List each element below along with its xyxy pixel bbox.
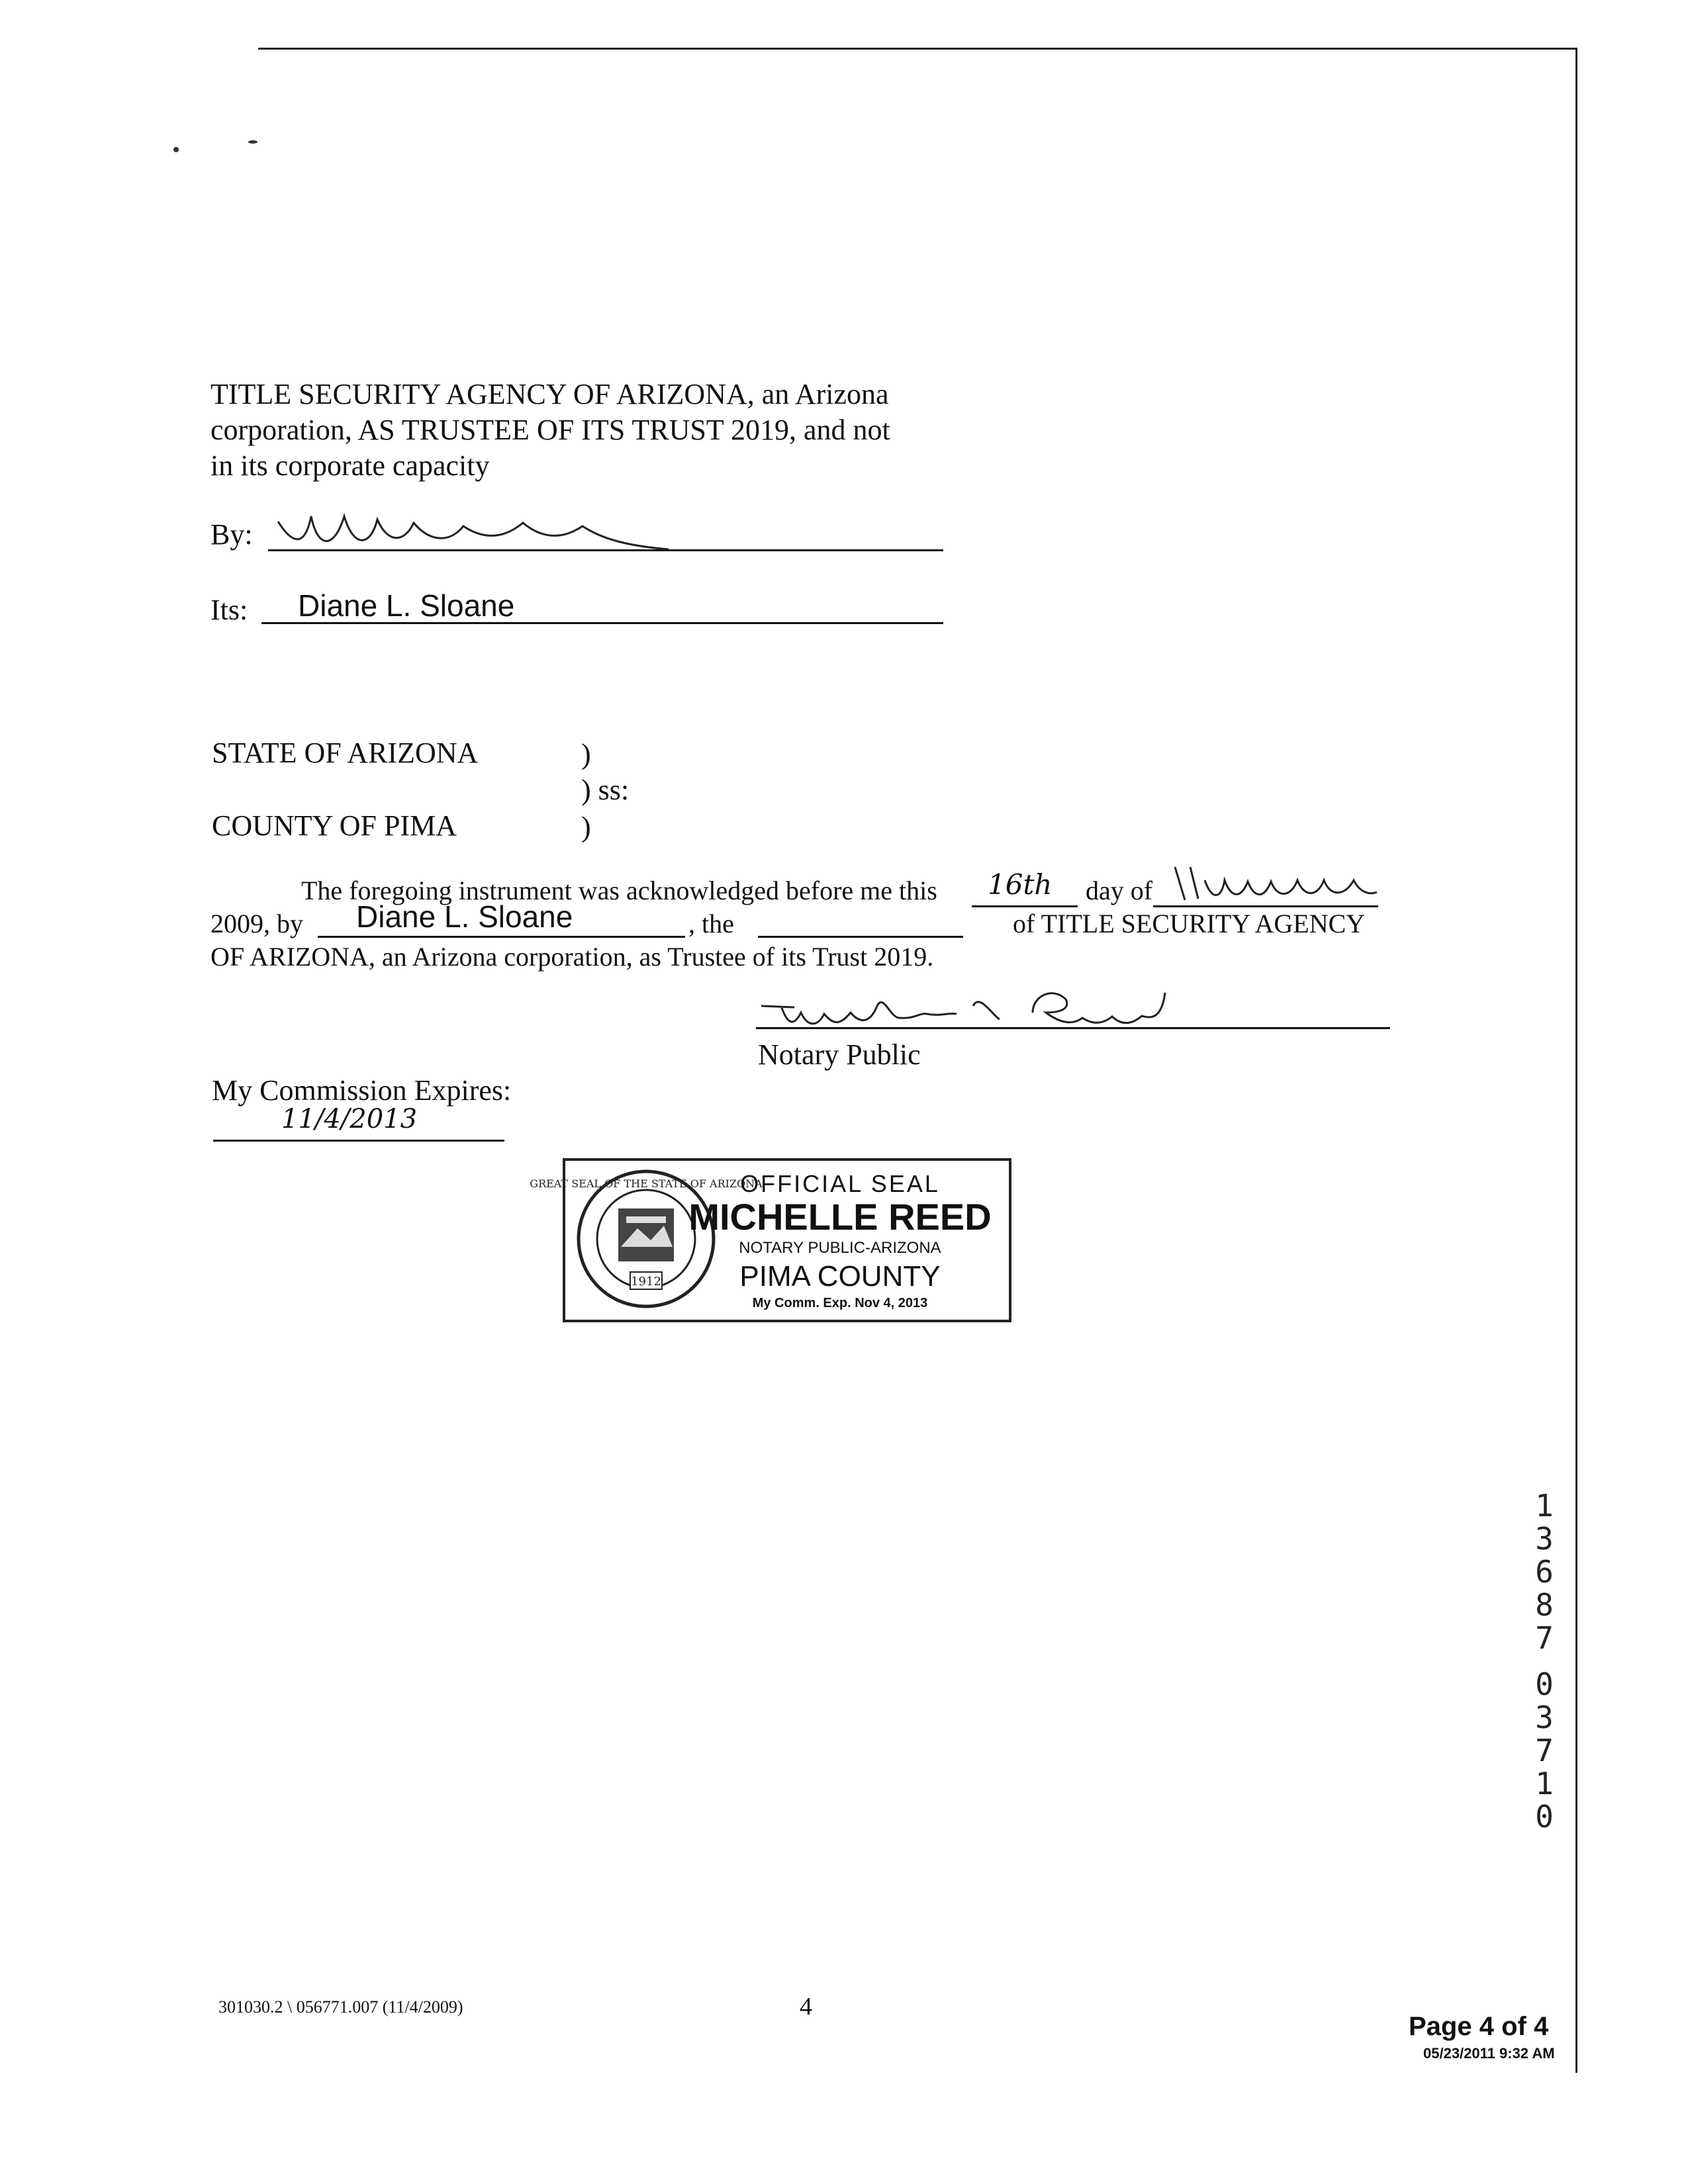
recording-digit: 0 — [1535, 1666, 1554, 1702]
page-border-right — [1575, 48, 1577, 2073]
ack-day-value: 16th — [988, 868, 1053, 901]
seal-county: PIMA COUNTY — [739, 1260, 941, 1293]
footer-page-of: Page 4 of 4 — [1409, 2012, 1549, 2041]
its-value: Diane L. Sloane — [298, 588, 515, 623]
ack-month-handwriting — [1172, 854, 1383, 907]
recording-digit: 6 — [1535, 1554, 1554, 1590]
notary-label: Notary Public — [758, 1038, 921, 1071]
commission-label: My Commission Expires: — [212, 1074, 512, 1107]
venue-paren-2: ) — [581, 811, 591, 843]
recording-digit: 3 — [1535, 1700, 1554, 1735]
its-label: Its: — [211, 594, 248, 626]
seal-line-3: NOTARY PUBLIC-ARIZONA — [739, 1239, 941, 1257]
entity-line-1: TITLE SECURITY AGENCY OF ARIZONA, an Arizona — [211, 378, 889, 410]
recording-digit: 1 — [1535, 1766, 1554, 1801]
recording-digit: 0 — [1535, 1799, 1554, 1835]
venue-ss: ) ss: — [581, 774, 630, 806]
commission-date: 11/4/2013 — [281, 1104, 418, 1134]
venue-state: STATE OF ARIZONA — [212, 737, 479, 769]
scan-speck — [248, 140, 258, 144]
ack-by-line — [318, 936, 685, 938]
trustee-signature — [271, 503, 682, 556]
seal-year: 1912 — [631, 1275, 661, 1289]
seal-ring-text: GREAT SEAL OF THE STATE OF ARIZONA — [530, 1177, 763, 1190]
entity-line-2: corporation, AS TRUSTEE OF ITS TRUST 2019, and not — [211, 414, 890, 446]
recording-stamp — [1528, 1489, 1561, 1833]
ack-line-3: OF ARIZONA, an Arizona corporation, as Trustee of its Trust 2019. — [211, 942, 934, 972]
ack-year: 2009, by — [211, 909, 303, 938]
footer-page-number: 4 — [800, 1993, 812, 2021]
ack-day-of: day of — [1086, 876, 1153, 905]
notary-signature-line — [756, 1027, 1390, 1029]
commission-line — [213, 1140, 504, 1142]
recording-digit: 7 — [1535, 1620, 1554, 1656]
ack-the-label: , the — [688, 909, 734, 938]
notary-seal-stamp — [530, 1158, 1011, 1322]
ack-line-1: The foregoing instrument was acknowledged before me this — [301, 876, 937, 905]
by-label: By: — [211, 518, 253, 551]
seal-expires: My Comm. Exp. Nov 4, 2013 — [752, 1296, 928, 1310]
entity-line-3: in its corporate capacity — [211, 449, 490, 482]
venue-paren-1: ) — [581, 738, 591, 770]
venue-county: COUNTY OF PIMA — [212, 809, 457, 842]
scan-speck — [173, 147, 179, 152]
footer-doc-ref: 301030.2 \ 056771.007 (11/4/2009) — [218, 1997, 463, 2017]
seal-name: MICHELLE REED — [688, 1196, 992, 1238]
page-border-top — [258, 48, 1575, 50]
seal-line-1: OFFICIAL SEAL — [740, 1170, 940, 1197]
ack-title-suffix: of TITLE SECURITY AGENCY — [1013, 909, 1366, 938]
footer-printed: 05/23/2011 9:32 AM — [1423, 2045, 1555, 2062]
recording-digit: 1 — [1535, 1488, 1554, 1524]
recording-digit: 7 — [1535, 1733, 1554, 1768]
ack-by-value: Diane L. Sloane — [356, 899, 573, 934]
recording-digit: 8 — [1535, 1587, 1554, 1623]
ack-title-line — [758, 936, 963, 938]
recording-digit: 3 — [1535, 1521, 1554, 1557]
